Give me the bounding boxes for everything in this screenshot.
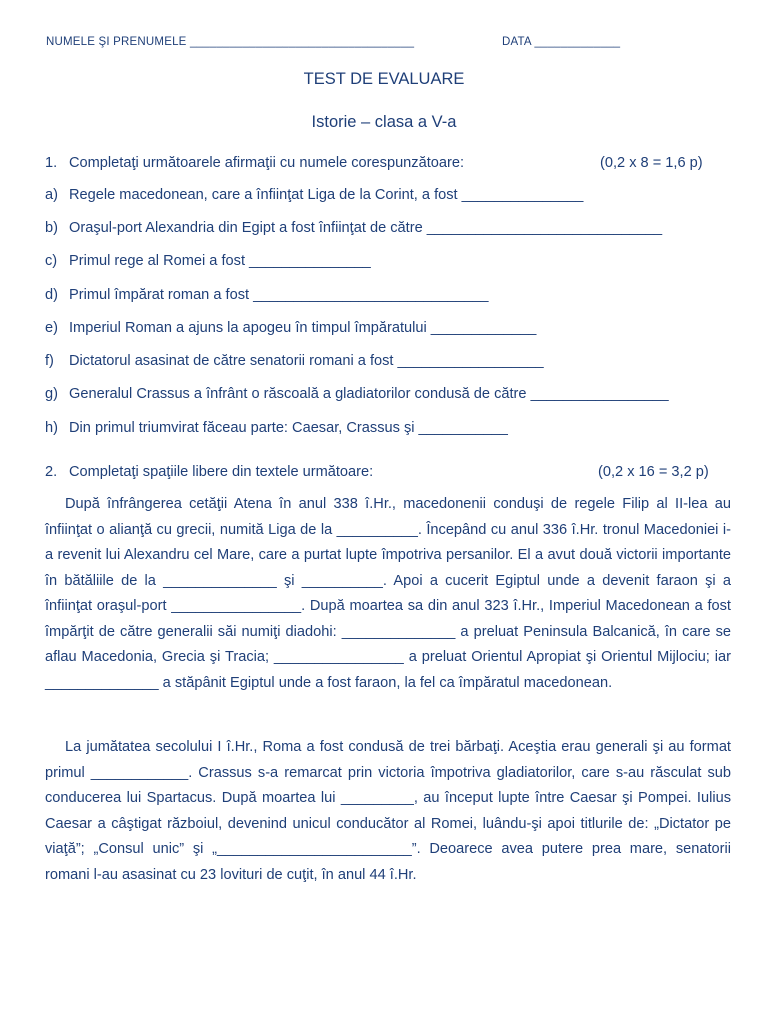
item-text: Oraşul-port Alexandria din Egipt a fost înfiinţat de către _____________________________ [69,220,663,236]
item-text: Generalul Crassus a înfrânt o răscoală a gladiatorilor condusă de către _________________ [69,386,669,402]
item-text: Dictatorul asasinat de către senatorii romani a fost __________________ [69,353,544,369]
exercise2-heading [45,464,373,480]
exercise1-item-d [45,287,488,303]
exercise1-score: (0,2 x 8 = 1,6 p) [600,155,703,171]
exercise1-item-a [45,187,583,203]
exercise1-number: 1. [45,155,58,171]
item-label: g) [45,386,58,402]
item-text: Regele macedonean, care a înfiinţat Liga de la Corint, a fost _______________ [69,187,584,203]
page-subtitle: Istorie – clasa a V-a [311,113,457,131]
item-text: Primul rege al Romei a fost _______________ [69,253,371,269]
item-label: b) [45,220,58,236]
exercise1-item-b [45,220,662,236]
item-text: Din primul triumvirat făceau parte: Caesar, Crassus şi ___________ [69,420,508,436]
exercise2-instruction: Completaţi spaţiile libere din textele următoare: [69,464,374,480]
date-field: DATA _____________ [502,36,621,48]
exercise1-instruction: Completaţi următoarele afirmaţii cu numele corespunzătoare: [69,155,465,171]
item-label: d) [45,287,58,303]
item-label: e) [45,320,58,336]
page-title: TEST DE EVALUARE [303,70,465,88]
exercise2-paragraph-1 [45,492,731,696]
item-label: h) [45,420,58,436]
paragraph-text: După înfrângerea cetăţii Atena în anul 338 î.Hr., macedonenii conduşi de regele Filip al II-lea au înfiinţat o alianţă cu grecii, numită Liga de la __________. Începând cu anul 336 î.Hr. tronul Macedoniei i-a revenit lui Alexandru cel Mare, care a purtat lupte împotriva persanilor. El a avut două victorii importante în bătăliile de la ______________ şi __________. Apoi a cucerit Egiptul unde a devenit faraon şi a înfiinţat oraşul-port ________________. După moartea sa din anul 323 î.Hr., Imperiul Macedonean a fost împărţit de către generalii săi numiţi diadohi: ______________ a preluat Peninsula Balcanică, în care se aflau Macedonia, Grecia şi Tracia; ________________ a preluat Orientul Apropiat şi Orientul Mijlociu; iar ______________ a stăpânit Egiptul unde a fost faraon, la fel ca împăratul macedonean. [45,496,731,691]
item-label: f) [45,353,54,369]
exercise1-item-g [45,386,669,402]
exercise2-paragraph-2 [45,735,731,888]
item-label: a) [45,187,58,203]
exercise2-score: (0,2 x 16 = 3,2 p) [598,464,709,480]
exercise1-item-f [45,353,544,369]
item-text: Imperiul Roman a ajuns la apogeu în timpul împăratului _____________ [69,320,537,336]
item-label: c) [45,253,58,269]
exercise1-item-c [45,253,371,269]
exercise1-item-e [45,320,536,336]
student-name-field: NUMELE ŞI PRENUMELE __________________________________ [46,36,415,48]
exercise1-heading [45,155,464,171]
exercise1-item-h [45,420,508,436]
exercise2-number: 2. [45,464,58,480]
paragraph-text: La jumătatea secolului I î.Hr., Roma a fost condusă de trei bărbaţi. Aceştia erau generali şi au format primul ____________. Crassus s-a remarcat prin victoria împotriva gladiatorilor, care s-au răsculat sub conducerea lui Spartacus. După moartea lui _________, au început lupte între Caesar şi Pompei. Iulius Caesar a câştigat războiul, devenind unicul conducător al Romei, luându-şi apoi titlurile de: „Dictator pe viaţă”; „Consul unic” şi „________________________”. Deoarece avea putere prea mare, senatorii romani l-au asasinat cu 23 lovituri de cuţit, în anul 44 î.Hr. [45,739,731,883]
item-text: Primul împărat roman a fost _____________________________ [69,287,489,303]
